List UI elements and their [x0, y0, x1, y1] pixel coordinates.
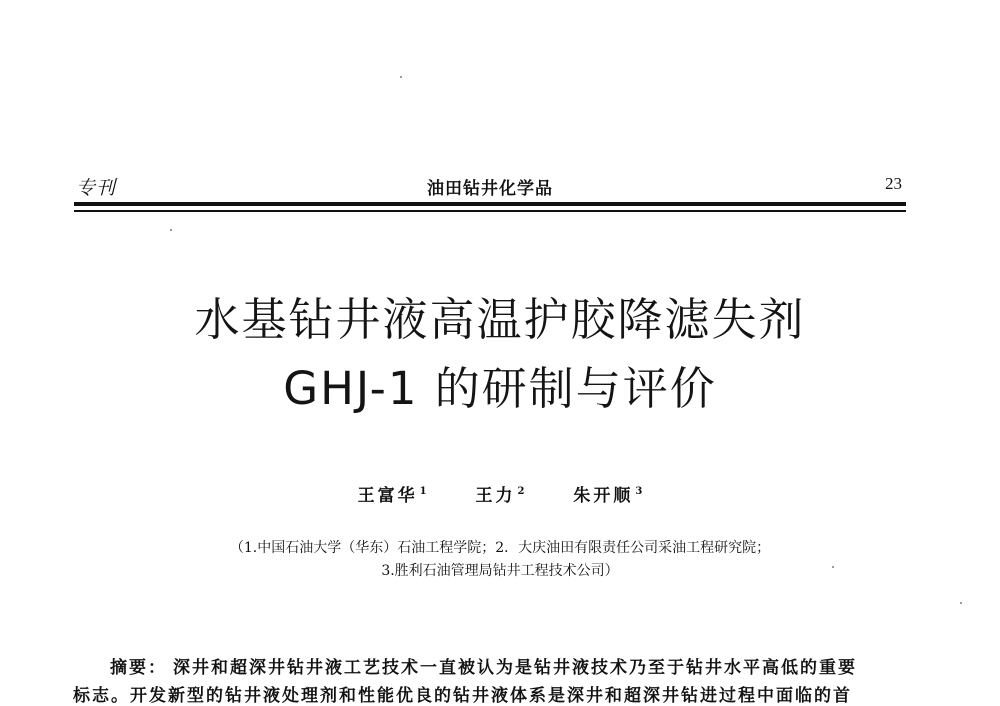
abstract-label: 摘要： [110, 658, 167, 678]
author-affiliation-marker: 1 [419, 486, 427, 497]
paper-title-line-1: 水基钻井液高温护胶降滤失剂 [194, 293, 806, 346]
page-number: 23 [885, 174, 902, 193]
paper-title-line-2: GHJ-1 的研制与评价 [283, 362, 717, 415]
author-name: 朱开顺 [573, 486, 634, 506]
header-rule-thick [74, 202, 906, 206]
author [476, 481, 525, 506]
author [358, 481, 427, 506]
abstract-line-1 [110, 653, 966, 678]
abstract-text: 深井和超深井钻井液工艺技术一直被认为是钻井液技术乃至于钻井水平高低的重要 [173, 658, 857, 678]
scan-speck [170, 229, 172, 231]
scan-speck [400, 76, 402, 78]
author-affiliation-marker: 2 [517, 486, 525, 497]
scan-speck [960, 602, 962, 604]
affiliation-line-1: （1.中国石油大学（华东）石油工程学院；2．大庆油田有限责任公司采油工程研究院； [229, 540, 771, 556]
affiliation-line-2: 3.胜利石油管理局钻井工程技术公司） [381, 563, 619, 579]
author-name: 王力 [475, 486, 516, 506]
author [573, 481, 642, 506]
abstract-line-2: 标志。开发新型的钻井液处理剂和性能优良的钻井液体系是深井和超深井钻进过程中面临的首 [73, 686, 852, 706]
running-header [72, 170, 908, 198]
author-affiliation-marker: 3 [635, 486, 643, 497]
header-rule-thin [74, 210, 906, 212]
journal-name: 油田钻井化学品 [427, 179, 553, 199]
author-list [0, 481, 1000, 506]
author-name: 王富华 [357, 486, 418, 506]
journal-section-label: 专刊 [76, 177, 117, 199]
